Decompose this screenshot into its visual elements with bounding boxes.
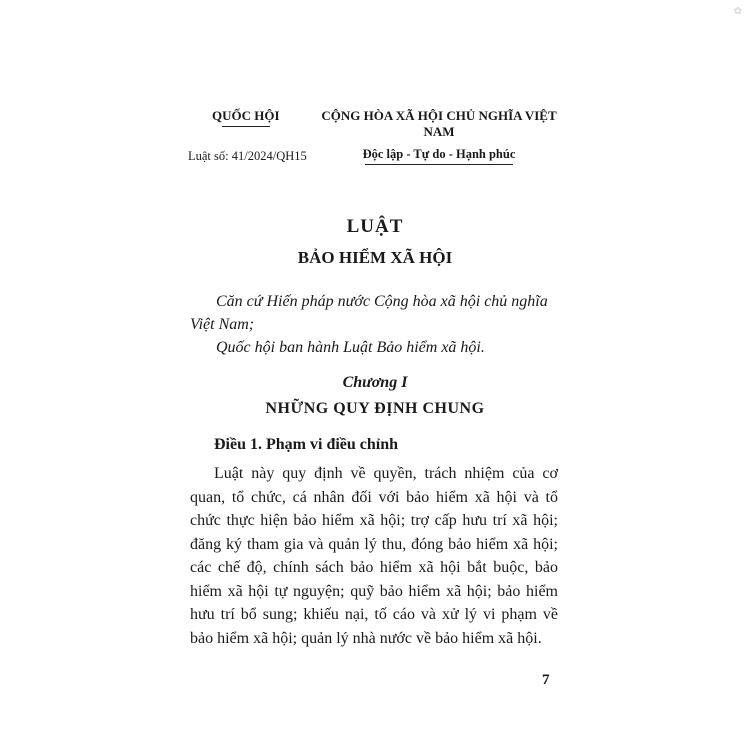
motto-underline <box>365 164 513 165</box>
document-subtitle: BẢO HIỂM XÃ HỘI <box>297 248 453 267</box>
national-header <box>318 108 560 165</box>
chapter-label: Chương I <box>342 374 408 391</box>
chapter-title: NHỮNG QUY ĐỊNH CHUNG <box>265 400 485 417</box>
preamble <box>190 290 560 359</box>
article-paragraph: Luật này quy định về quyền, trách nhiệm của cơ quan, tổ chức, cá nhân đối với bảo hiểm xã hội và tổ chức thực hiện bảo hiểm xã hội; trợ cấp hưu trí xã hội; đăng ký tham gia và quản lý thu, đóng bảo hiểm xã hội; các chế độ, chính sách bảo hiểm xã hội bắt buộc, bảo hiểm xã hội tự nguyện; quỹ bảo hiểm xã hội; bảo hiểm hưu trí bổ sung; khiếu nại, tố cáo và xử lý vi phạm về bảo hiểm xã hội; quản lý nhà nước về bảo hiểm xã hội. <box>190 465 558 647</box>
corner-decoration-icon: ✿ <box>733 6 742 17</box>
national-motto: Độc lập - Tự do - Hạnh phúc <box>362 147 516 161</box>
issuer-block <box>212 108 280 127</box>
law-number: Luật số: 41/2024/QH15 <box>188 149 307 163</box>
issuer-underline <box>222 126 270 127</box>
preamble-basis: Căn cứ Hiến pháp nước Cộng hòa xã hội chủ nghĩa Việt Nam; <box>190 293 548 333</box>
nation-name: CỘNG HÒA XÃ HỘI CHỦ NGHĨA VIỆT NAM <box>321 108 557 139</box>
article-body <box>190 462 558 650</box>
page-number: 7 <box>542 672 550 688</box>
issuer-name: QUỐC HỘI <box>212 108 280 123</box>
preamble-enactment: Quốc hội ban hành Luật Bảo hiểm xã hội. <box>216 339 485 356</box>
article-heading: Điều 1. Phạm vi điều chỉnh <box>214 436 399 453</box>
document-title: LUẬT <box>346 216 404 237</box>
